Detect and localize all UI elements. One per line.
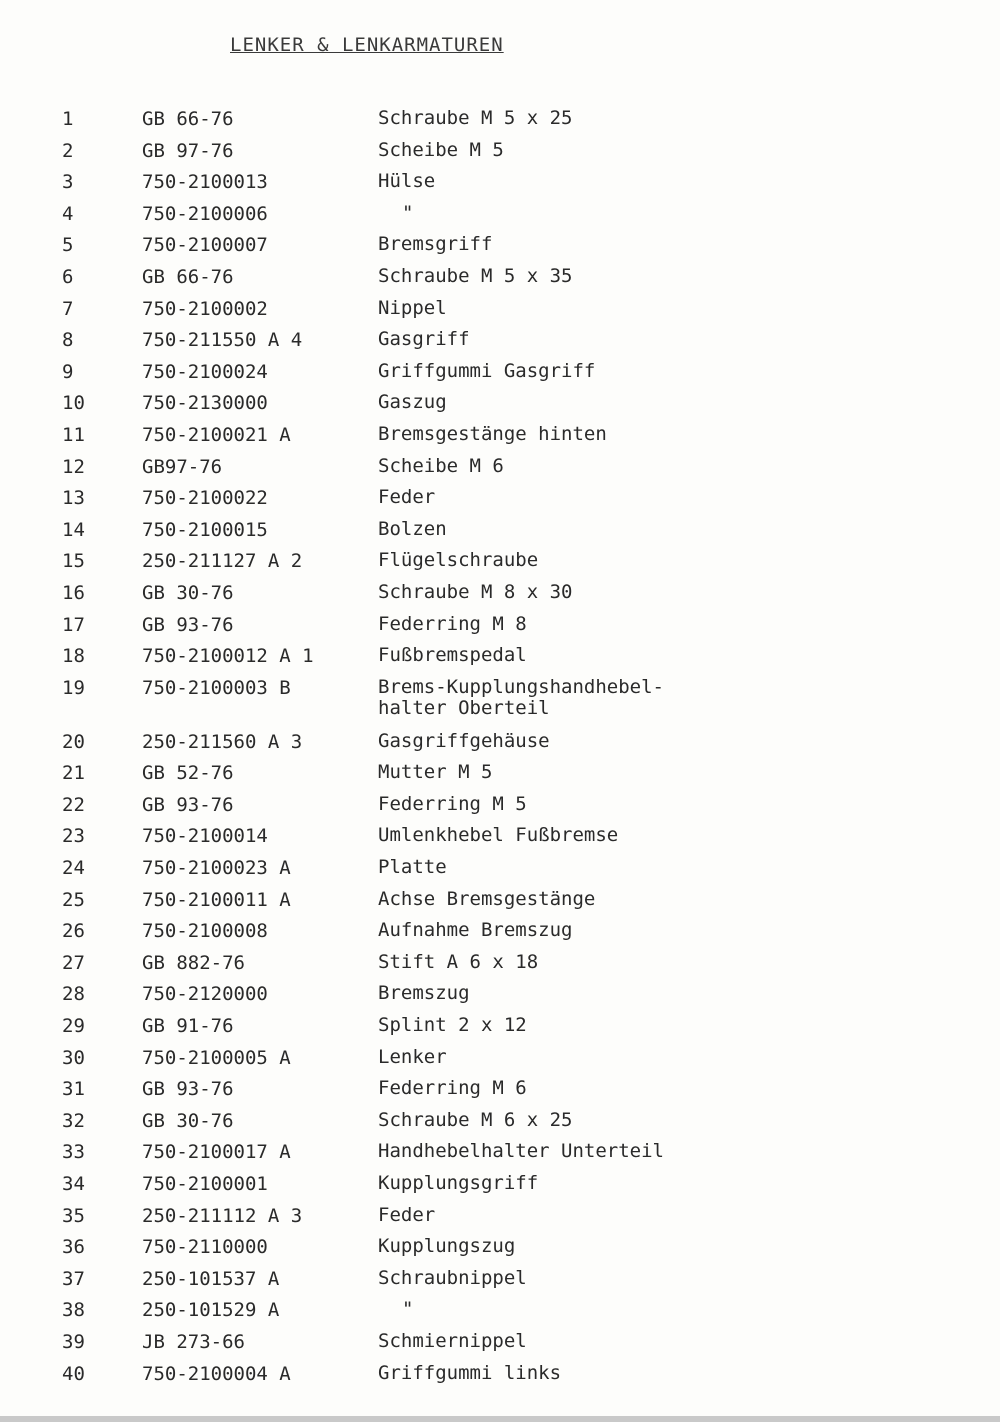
part-number: 750-2100022 [142, 487, 268, 510]
parts-list [0, 108, 1000, 1399]
part-description: Bremsgriff [378, 233, 493, 256]
item-number: 10 [62, 392, 85, 415]
list-item [0, 171, 1000, 203]
list-item [0, 1268, 1000, 1300]
part-number: 250-101529 A [142, 1299, 280, 1322]
item-number: 9 [62, 360, 74, 383]
list-item [0, 1015, 1000, 1047]
part-number: 750-2130000 [142, 392, 268, 415]
item-number: 22 [62, 793, 85, 816]
part-description: Umlenkhebel Fußbremse [378, 824, 619, 847]
part-description: Feder [378, 486, 436, 509]
list-item [0, 1078, 1000, 1110]
part-description: Federring M 6 [378, 1077, 527, 1100]
part-number: 750-2100003 B [142, 676, 291, 699]
list-item [0, 329, 1000, 361]
item-number: 6 [62, 265, 74, 288]
part-number: GB97-76 [142, 455, 223, 478]
item-number: 18 [62, 645, 85, 668]
part-number: GB 93-76 [142, 1078, 234, 1101]
part-description: Schraube M 8 x 30 [378, 580, 573, 603]
part-description: Brems-Kupplungshandhebel- halter Oberteil [378, 675, 664, 719]
part-description: Schraube M 6 x 25 [378, 1108, 573, 1131]
list-item [0, 762, 1000, 794]
item-number: 7 [62, 297, 74, 320]
item-number: 26 [62, 920, 85, 943]
part-number: 750-2100013 [142, 171, 268, 194]
part-description: Kupplungszug [378, 1235, 516, 1258]
item-number: 17 [62, 613, 85, 636]
part-description: Bolzen [378, 517, 447, 540]
item-number: 31 [62, 1078, 85, 1101]
item-number: 37 [62, 1267, 85, 1290]
part-description: Bremsgestänge hinten [378, 422, 607, 445]
part-number: 750-2100002 [142, 297, 268, 320]
part-description: Schmiernippel [378, 1329, 527, 1352]
part-number: 250-101537 A [142, 1267, 280, 1290]
list-item [0, 1110, 1000, 1142]
item-number: 33 [62, 1141, 85, 1164]
part-number: GB 66-76 [142, 108, 234, 130]
item-number: 32 [62, 1109, 85, 1132]
part-number: GB 93-76 [142, 793, 234, 816]
item-number: 1 [62, 108, 74, 130]
list-item [0, 266, 1000, 298]
part-description: Schraube M 5 x 35 [378, 264, 573, 287]
part-description: Bremszug [378, 982, 470, 1005]
item-number: 8 [62, 329, 74, 352]
list-item [0, 889, 1000, 921]
scan-edge [0, 1416, 1000, 1422]
part-description: Schraube M 5 x 25 [378, 107, 573, 129]
part-number: 750-2100015 [142, 518, 268, 541]
item-number: 24 [62, 857, 85, 880]
item-number: 36 [62, 1236, 85, 1259]
part-description: Handhebelhalter Unterteil [378, 1140, 664, 1163]
item-number: 34 [62, 1173, 85, 1195]
page-title: LENKER & LENKARMATUREN [230, 34, 504, 56]
part-number: GB 93-76 [142, 613, 234, 636]
list-item [0, 952, 1000, 984]
part-description: " [402, 1298, 414, 1321]
list-item [0, 857, 1000, 889]
list-item [0, 1331, 1000, 1363]
item-number: 12 [62, 455, 85, 478]
list-item [0, 1363, 1000, 1399]
part-description: Gaszug [378, 391, 447, 414]
part-number: GB 97-76 [142, 139, 234, 162]
part-description: Stift A 6 x 18 [378, 950, 539, 973]
part-number: 750-2100017 A [142, 1141, 291, 1164]
part-description: Schraubnippel [378, 1266, 527, 1289]
list-item [0, 920, 1000, 952]
item-number: 3 [62, 171, 74, 194]
item-number: 39 [62, 1330, 85, 1353]
part-number: 750-2100021 A [142, 423, 291, 446]
list-item [0, 519, 1000, 551]
part-description: Mutter M 5 [378, 761, 493, 784]
list-item [0, 487, 1000, 519]
part-description: Flügelschraube [378, 549, 539, 572]
list-item [0, 392, 1000, 424]
item-number: 40 [62, 1362, 85, 1385]
part-number: 750-2120000 [142, 983, 268, 1006]
item-number: 38 [62, 1299, 85, 1322]
part-number: 750-2100004 A [142, 1362, 291, 1385]
part-description: Scheibe M 5 [378, 138, 504, 161]
item-number: 16 [62, 581, 85, 604]
part-description: Federring M 5 [378, 792, 527, 815]
list-item [0, 140, 1000, 172]
part-number: GB 30-76 [142, 1109, 234, 1132]
part-number: GB 66-76 [142, 265, 234, 288]
part-number: 750-2100006 [142, 202, 268, 225]
list-item [0, 108, 1000, 140]
list-item [0, 1299, 1000, 1331]
part-description: Aufnahme Bremszug [378, 919, 573, 942]
list-item [0, 1141, 1000, 1173]
part-description: Platte [378, 856, 447, 879]
part-description: Nippel [378, 296, 447, 319]
item-number: 20 [62, 730, 85, 753]
part-description: " [402, 201, 414, 224]
part-number: GB 91-76 [142, 1015, 234, 1038]
item-number: 23 [62, 825, 85, 848]
part-number: GB 882-76 [142, 951, 245, 974]
part-number: JB 273-66 [142, 1330, 245, 1353]
list-item [0, 298, 1000, 330]
item-number: 30 [62, 1046, 85, 1069]
item-number: 27 [62, 951, 85, 974]
part-description: Kupplungsgriff [378, 1172, 539, 1194]
list-item [0, 677, 1000, 731]
item-number: 15 [62, 550, 85, 573]
list-item [0, 645, 1000, 677]
list-item [0, 550, 1000, 582]
part-description: Scheibe M 6 [378, 454, 504, 477]
part-description: Fußbremspedal [378, 644, 527, 667]
part-number: 750-2100008 [142, 920, 268, 943]
part-description: Griffgummi links [378, 1361, 562, 1384]
part-description: Hülse [378, 170, 436, 193]
part-description: Gasgriff [378, 328, 470, 351]
list-item [0, 731, 1000, 763]
part-number: 750-2100014 [142, 825, 268, 848]
part-number: 750-211550 A 4 [142, 329, 303, 352]
part-description: Lenker [378, 1045, 447, 1068]
part-number: 750-2100023 A [142, 857, 291, 880]
item-number: 4 [62, 202, 74, 225]
part-number: 250-211112 A 3 [142, 1204, 303, 1227]
item-number: 21 [62, 762, 85, 785]
list-item [0, 1173, 1000, 1205]
part-number: 750-2100001 [142, 1173, 268, 1195]
list-item [0, 361, 1000, 393]
part-number: 750-2110000 [142, 1236, 268, 1259]
list-item [0, 1236, 1000, 1268]
list-item [0, 203, 1000, 235]
part-description: Gasgriffgehäuse [378, 729, 550, 752]
list-item [0, 424, 1000, 456]
part-description: Achse Bremsgestänge [378, 887, 596, 910]
item-number: 2 [62, 139, 74, 162]
part-description: Feder [378, 1203, 436, 1226]
part-number: 250-211127 A 2 [142, 550, 303, 573]
item-number: 11 [62, 423, 85, 446]
item-number: 19 [62, 676, 85, 699]
list-item [0, 1205, 1000, 1237]
item-number: 14 [62, 518, 85, 541]
item-number: 25 [62, 888, 85, 911]
list-item [0, 234, 1000, 266]
part-number: 750-2100005 A [142, 1046, 291, 1069]
part-number: 250-211560 A 3 [142, 730, 303, 753]
part-number: 750-2100024 [142, 360, 268, 383]
list-item [0, 825, 1000, 857]
part-number: GB 52-76 [142, 762, 234, 785]
item-number: 13 [62, 487, 85, 510]
list-item [0, 983, 1000, 1015]
item-number: 5 [62, 234, 74, 257]
part-number: 750-2100007 [142, 234, 268, 257]
part-description: Splint 2 x 12 [378, 1014, 527, 1037]
part-number: 750-2100011 A [142, 888, 291, 911]
part-number: GB 30-76 [142, 581, 234, 604]
list-item [0, 794, 1000, 826]
item-number: 35 [62, 1204, 85, 1227]
item-number: 29 [62, 1015, 85, 1038]
part-number: 750-2100012 A 1 [142, 645, 314, 668]
item-number: 28 [62, 983, 85, 1006]
list-item [0, 456, 1000, 488]
part-description: Federring M 8 [378, 612, 527, 635]
list-item [0, 614, 1000, 646]
list-item [0, 582, 1000, 614]
list-item [0, 1047, 1000, 1079]
part-description: Griffgummi Gasgriff [378, 359, 596, 382]
